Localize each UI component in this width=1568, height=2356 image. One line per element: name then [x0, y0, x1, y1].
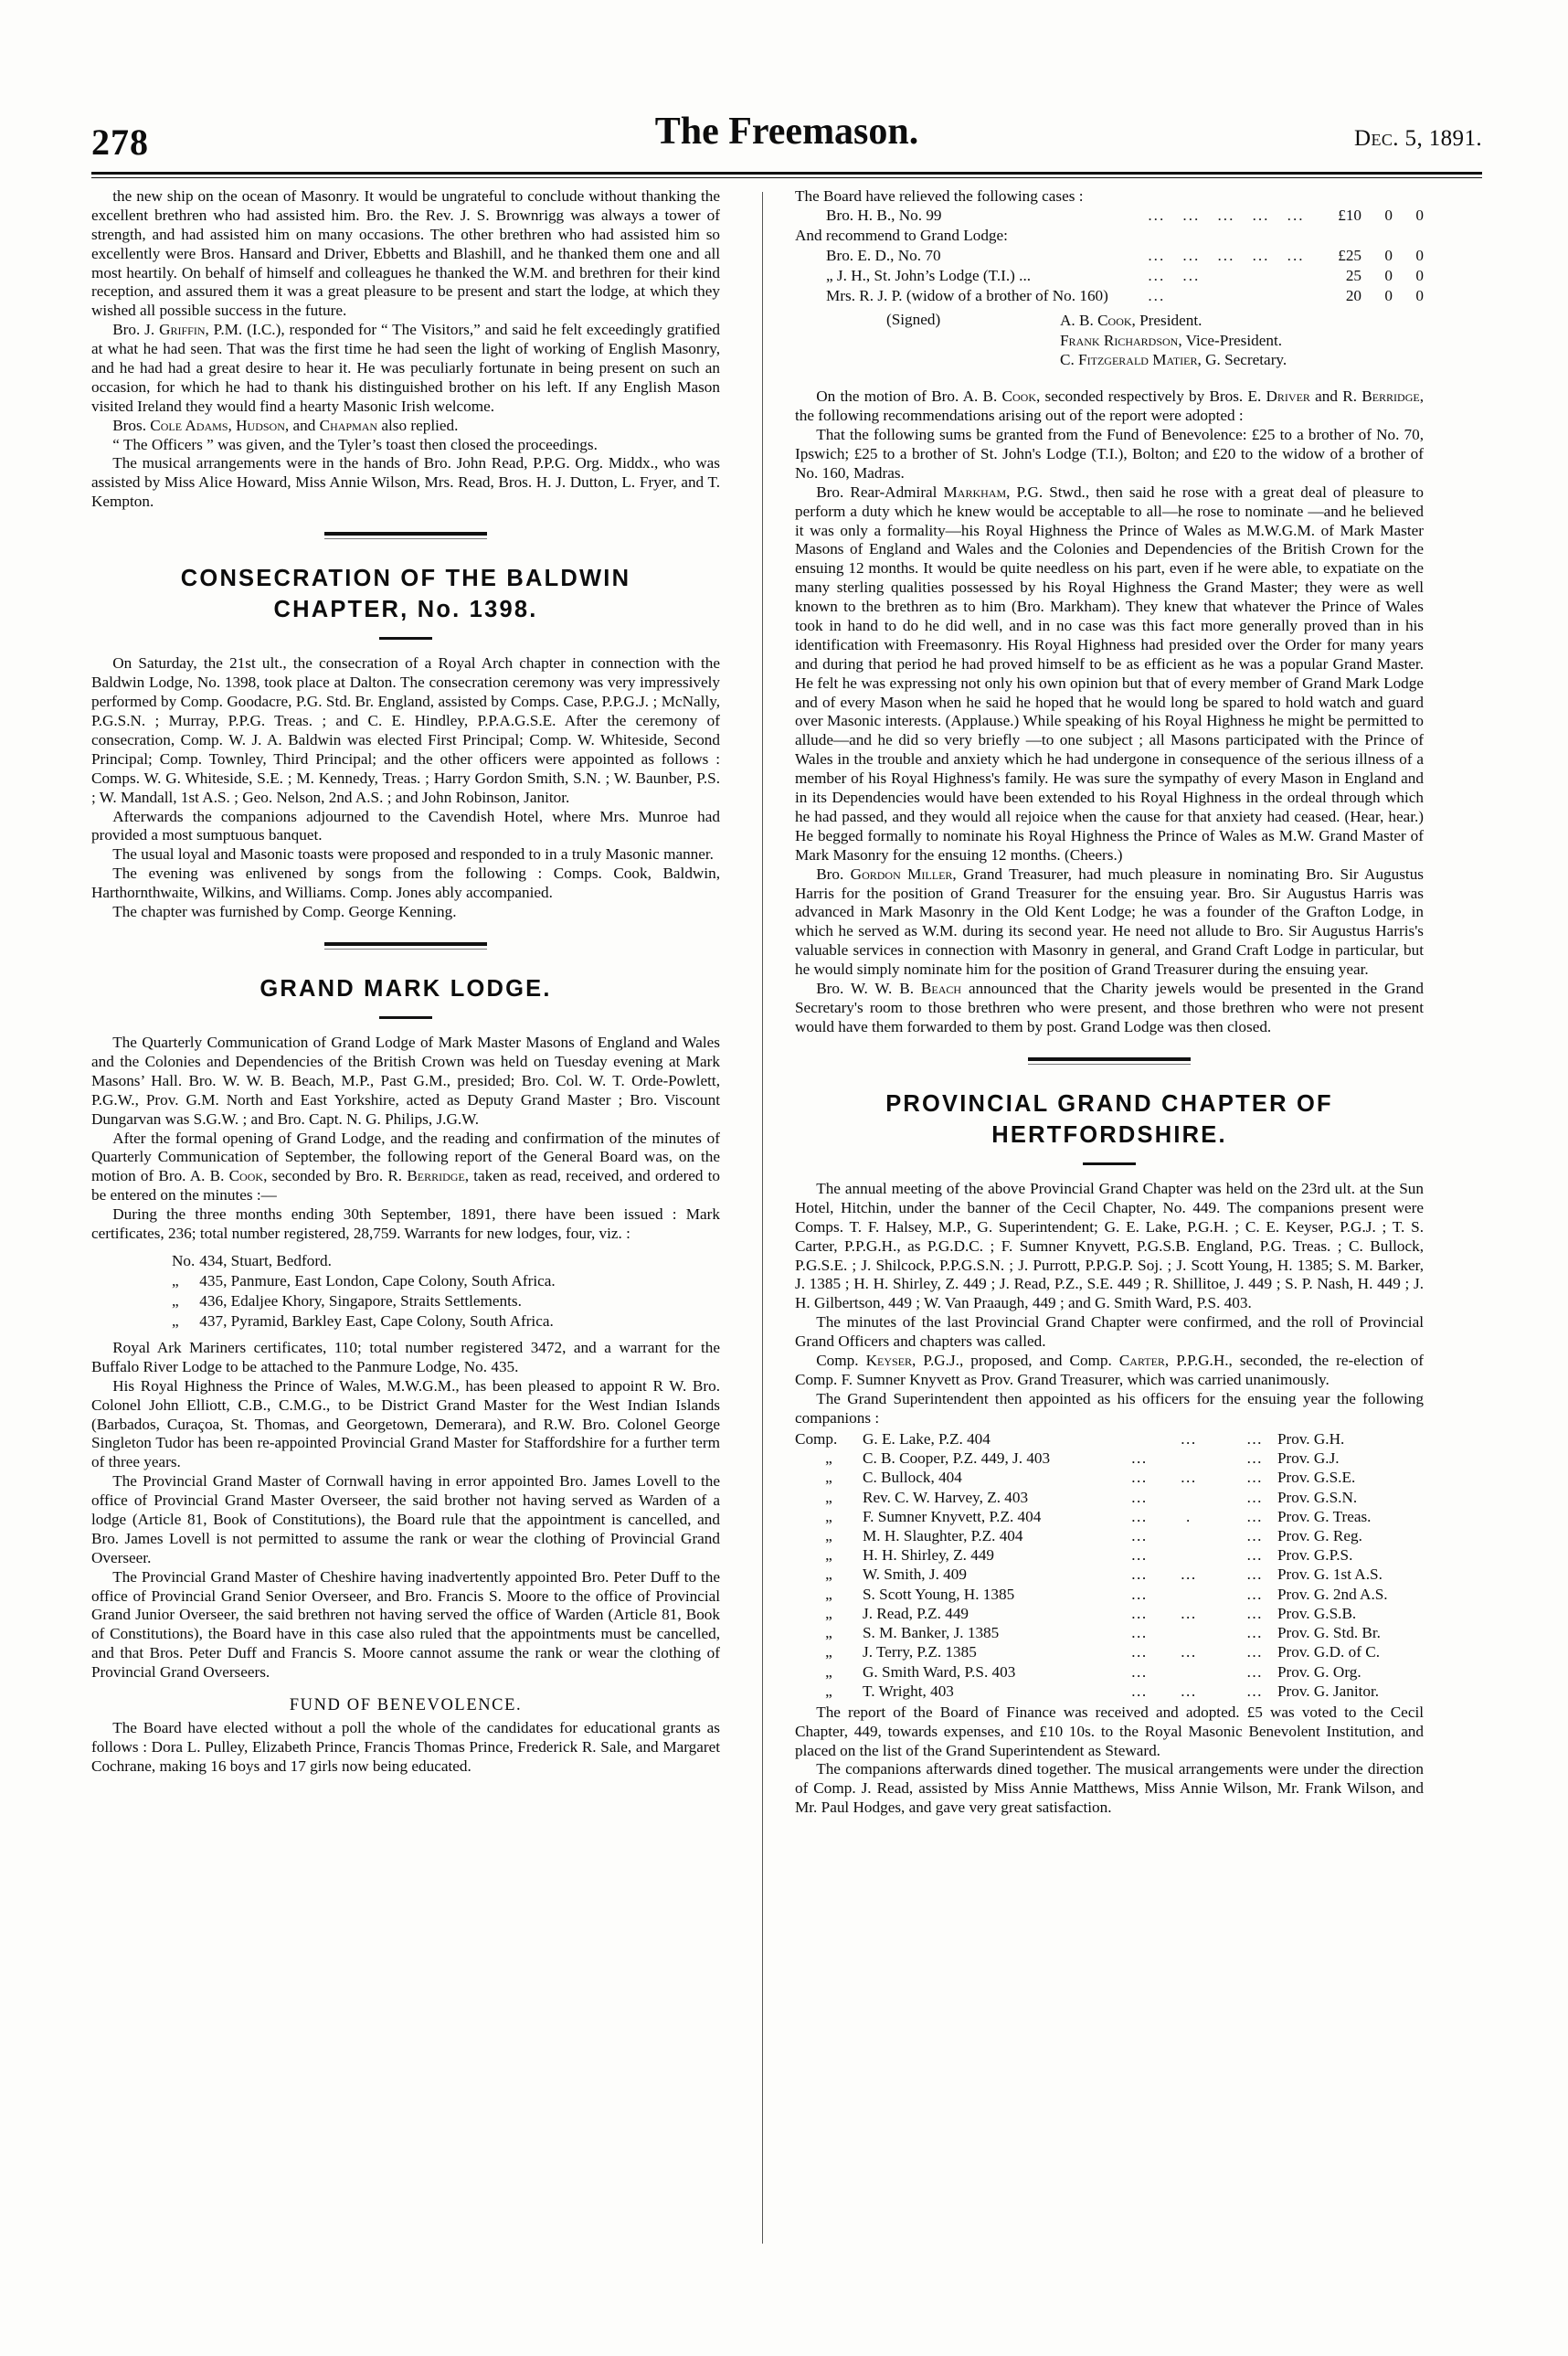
column-divider-rule — [762, 192, 763, 2244]
table-row — [795, 1430, 1424, 1449]
text-fragment: , and — [284, 416, 320, 434]
lodge-name: Panmure, East London, Cape Colony, South Africa. — [230, 1271, 556, 1289]
table-row — [795, 1565, 1424, 1585]
section-rule-grand-mark — [324, 942, 487, 950]
leader-dots: ... — [1131, 1546, 1148, 1565]
lodge-name: Stuart, Bedford. — [230, 1251, 332, 1269]
paragraph-minutes-confirmed: The minutes of the last Provincial Grand Chapter were confirmed, and the roll of Provincial Grand Officers and chapters was called. — [795, 1313, 1424, 1351]
table-row — [795, 1507, 1424, 1526]
list-item — [172, 1311, 720, 1332]
paragraph-motion-recommendations — [795, 387, 1424, 426]
officer-name: C. B. Cooper, P.Z. 449, J. 403 — [863, 1449, 1051, 1468]
paragraph-baldwin-toasts: The usual loyal and Masonic toasts were proposed and responded to in a truly Masonic manner. — [112, 845, 714, 864]
text-fragment: , Grand Treasurer, had much pleasure in nominating Bro. Sir Augustus Harris for the position of Grand Treasurer for the ensuing year. Bro. Sir Augustus Harris was advanced in Mark Masonry in the Old Kent Lodge; he was a founder of the Grafton Lodge, in which he served as W.M. during its second year. He need not allude to Bro. Sir Augustus Harris's valuable services in connection with Masonry in general, and Grand Craft Lodge in particular, but he would simply nominate him for the position of Grand Treasurer during the ensuing year. — [795, 865, 1424, 979]
officer-name: Rev. C. W. Harvey, Z. 403 — [863, 1488, 1029, 1506]
leader-dots: ... — [1131, 1682, 1148, 1700]
amount-pence: 0 — [1415, 286, 1424, 304]
leader-dots — [1164, 1624, 1213, 1643]
table-row — [795, 267, 1424, 287]
signed-label: (Signed) — [886, 311, 941, 329]
masthead-divider-rule — [91, 172, 1482, 178]
amount-pounds: 25 — [1345, 267, 1361, 285]
list-item — [172, 1271, 720, 1291]
text-fragment: Bro. J. — [112, 321, 160, 339]
heading-hertfordshire-chapter — [795, 1088, 1424, 1151]
table-row — [795, 1605, 1424, 1624]
case-label: Mrs. R. J. P. (widow of a brother of No. 160) — [826, 286, 1108, 304]
lodge-prefix: „ — [172, 1311, 179, 1330]
signatory-name: C. Fitzgerald Matier — [1060, 351, 1198, 369]
amount-pence: 0 — [1415, 247, 1424, 265]
name-hudson: Hudson — [236, 416, 285, 434]
signatory — [1060, 350, 1287, 370]
lodge-number: 435, — [199, 1271, 228, 1289]
table-row — [795, 227, 1424, 247]
name-cole-adams: Cole Adams — [150, 416, 228, 434]
leader-dots — [1164, 1662, 1213, 1682]
leader-dots: ... — [1181, 1565, 1197, 1584]
leader-dots: ... — [1246, 1643, 1263, 1661]
leader-dots: ... — [1246, 1546, 1263, 1565]
signatory — [1060, 311, 1287, 331]
text-fragment: , seconded respectively by Bros. E. — [1036, 387, 1266, 406]
officer-rank: Prov. G.S.E. — [1277, 1469, 1356, 1487]
row-prefix: „ — [825, 1662, 832, 1681]
leader-dots: ... — [1181, 1469, 1197, 1487]
text-fragment: Comp. — [816, 1351, 866, 1369]
lodge-number: 437, — [199, 1311, 228, 1330]
case-label: „ J. H., St. John’s Lodge (T.I.) ... — [826, 267, 1032, 285]
leader-dots: . — [1186, 1507, 1192, 1525]
paragraph-markham-nomination — [795, 483, 1424, 865]
amount-pounds: £10 — [1338, 207, 1361, 225]
publication-title: The Freemason. — [654, 111, 919, 153]
text-fragment: , taken as read, received, and ordered to be entered on the minutes :— — [91, 1167, 721, 1205]
leader-dots — [1164, 1546, 1213, 1565]
officer-rank: Prov. G. Std. Br. — [1277, 1624, 1381, 1642]
paragraph-baldwin-songs: The evening was enlivened by songs from the following : Comps. Cook, Baldwin, Harthornthwaite, Wilkins, and Williams. Comp. Jones ably accompanied. — [91, 865, 720, 902]
row-prefix: „ — [825, 1624, 832, 1642]
name-driver: Driver — [1266, 387, 1310, 406]
leader-dots: ... — [1131, 1565, 1148, 1584]
signatory-name: A. B. Cook — [1060, 312, 1132, 330]
row-prefix: „ — [825, 1449, 832, 1468]
officer-rank: Prov. G.D. of C. — [1277, 1643, 1380, 1661]
paragraph-musical-arrangements: The musical arrangements were in the hands of Bro. John Read, P.P.G. Org. Middx., who was assisted by Miss Alice Howard, Miss Annie Wilson, Mrs. Read, Bros. H. J. Dutton, L. Fryer, and T. Kempton. — [91, 454, 720, 511]
name-beach: Beach — [920, 979, 962, 997]
row-prefix: Comp. — [795, 1429, 838, 1448]
heading-line-2: CHAPTER, No. 1398. — [273, 597, 538, 623]
paragraph-cornwall-ruling: The Provincial Grand Master of Cornwall having in error appointed Bro. James Lovell to the office of Provincial Grand Master Overseer, the said brother not having served as Warden of a lodge (Article 81, Book of Constitutions), the Board rule that the appointment is cancelled, and Bro. James Lovell is not permitted to assume the rank or wear the clothing of Provincial Grand Overseer. — [91, 1472, 720, 1566]
table-row — [795, 1488, 1424, 1507]
officer-name: S. Scott Young, H. 1385 — [863, 1585, 1015, 1603]
officer-name: J. Read, P.Z. 449 — [863, 1604, 969, 1622]
lodge-name: Edaljee Khory, Singapore, Straits Settlements. — [230, 1291, 522, 1310]
leader-dots — [1164, 1488, 1213, 1507]
paragraph-cheshire-ruling: The Provincial Grand Master of Cheshire having inadvertently appointed Bro. Peter Duff to the office of Provincial Grand Senior Overseer, and Bro. Francis S. Moore to the office of Provincial Grand Junior Overseer, the said brethren not having served the office of Warden (Article 81, Book of Constitutions), the Board have in this case also ruled that the appointments must be cancelled, and that Bros. Peter Duff and Francis S. Moore cannot assume the rank or wear the clothing of Provincial Grand Overseers. — [91, 1567, 720, 1682]
heading-baldwin-chapter — [91, 563, 720, 625]
amount-pounds: £25 — [1338, 247, 1361, 265]
text-fragment: and R. — [1309, 387, 1362, 406]
new-lodges-list — [91, 1251, 720, 1332]
page-folio-number: 278 — [91, 122, 149, 163]
leader-dots: ... — [1246, 1507, 1263, 1525]
paragraph-benevolence-grants: That the following sums be granted from the Fund of Benevolence: £25 to a brother of No. 70, Ipswich; £25 to a brother of St. John's Lodge (T.I.), Bolton; and £20 to the widow of a brother of No. 160, Madras. — [795, 426, 1424, 482]
heading-line-2: HERTFORDSHIRE. — [991, 1121, 1227, 1148]
table-row — [795, 1527, 1424, 1546]
table-row — [795, 286, 1424, 306]
list-item — [172, 1291, 720, 1311]
row-prefix: „ — [825, 1546, 832, 1565]
text-fragment: , P.P.G.H., seconded, the re-election of Comp. F. Sumner Knyvett as Prov. Grand Treasurer, which was carried unanimously. — [795, 1351, 1424, 1388]
officer-name: C. Bullock, 404 — [863, 1469, 962, 1487]
name-gordon-miller: Gordon Miller — [850, 865, 953, 883]
lodge-number: 436, — [199, 1291, 228, 1310]
officer-name: H. H. Shirley, Z. 449 — [863, 1546, 995, 1565]
text-fragment: also replied. — [377, 416, 459, 434]
text-fragment: Bro. W. W. B. — [816, 979, 921, 997]
text-fragment: Bro. Rear-Admiral — [816, 483, 944, 501]
officer-rank: Prov. G. 1st A.S. — [1277, 1565, 1383, 1584]
table-row — [795, 1449, 1424, 1469]
lodge-prefix: No. — [172, 1251, 196, 1269]
paragraph-royal-ark-mariners: Royal Ark Mariners certificates, 110; total number registered 3472, and a warrant for the Buffalo River Lodge to be attached to the Panmure Lodge, No. 435. — [91, 1338, 720, 1375]
name-cook: Cook — [1001, 387, 1037, 406]
paragraph-baldwin-banquet: Afterwards the companions adjourned to the Cavendish Hotel, where Mrs. Munroe had provided a most sumptuous banquet. — [91, 807, 720, 844]
leader-dots: ... — [1131, 1585, 1148, 1603]
paragraph-hertfordshire-meeting: The annual meeting of the above Provincial Grand Chapter was held on the 23rd ult. at the Sun Hotel, Hitchin, under the banner of the Cecil Chapter, No. 449. The companions present were Comps. T. F. Halsey, M.P., G. Superintendent; G. E. Lake, P.G.H. ; C. E. Keyser, P.G.J. ; T. S. Carter, P.P.G.H., as P.G.D.C. ; F. Sumner Knyvett, P.G.S.B. England, P.G. Treas. ; C. Bullock, P.G.S.E. ; J. Shilcock, P.P.G.S.N. ; J. Purrott, P.P.G.P. Soj. ; J. Scott Young, H. 1385; S. M. Barker, J. 1385 ; H. H. Shirley, Z. 449 ; J. Read, P.Z., S.E. 449 ; R. Shillitoe, J. 449 ; S. P. Nash, H. 449 ; J. H. Gilbertson, 449 ; W. Van Praaugh, 449 ; and G. Smith Ward, P.S. 403. — [795, 1179, 1424, 1312]
signatory-name: Frank Richardson — [1060, 331, 1179, 349]
board-relief-table — [795, 207, 1424, 306]
recommend-intro: And recommend to Grand Lodge: — [795, 227, 1008, 245]
table-row — [795, 1643, 1424, 1662]
row-prefix: „ — [825, 1565, 832, 1584]
officer-name: W. Smith, J. 409 — [863, 1565, 967, 1584]
row-prefix: „ — [825, 1469, 832, 1487]
name-carter: Carter — [1118, 1351, 1165, 1369]
leader-dots: ... — [1131, 1449, 1148, 1468]
leader-dots: ... — [1246, 1624, 1263, 1642]
text-fragment: , P.G. Stwd., then said he rose with a great deal of pleasure to perform a duty which he knew would be acceptable to all—he rose to nominate —and he believed it was only a formality—his Royal Highness the Prince of Wales as M.W.G.M. of Mark Master Masons of England and Wales and the Colonies and Dependencies of the British Crown for the ensuing 12 months. It would be quite needless on his part, even if he were able, to expatiate on the many sterling qualities possessed by his Royal Highness the Grand Master; they were as well known to the brethren as to him (Bro. Markham). They knew that whatever the Prince of Wales took in hand to do he did well, and in no case was this fact more generally proved than in his identification with Freemasonry. His Royal Highness had presided over the Order for many years and during that period he had proved himself to be as efficient as he was a popular Grand Master. He felt he was expressing not only his own opinion but that of every member of Grand Mark Lodge and of every Mason when he said he hoped that he would long be spared to hold watch and guard over Masonic interests. (Applause.) While speaking of his Royal Highness he might be permitted to allude—and he did so very briefly —to one subject ; all Masons participated with the Prince of Wales in the trouble and anxiety which he had undergone in consequence of the serious illness of a member of his Royal Highness's family. He was sure the sympathy of every Mason in England and in its Dependencies would have been extended to his Royal Highness in the ordeal through which he had passed, and they would all rejoice when the cause for that anxiety had ceased. (Hear, hear.) He begged formally to nominate his Royal Highness the Prince of Wales as M.W. Grand Master of Mark Masonry for the ensuing 12 months. (Cheers.) — [795, 483, 1424, 864]
leader-dots: ... — [1131, 1624, 1148, 1642]
text-fragment: After the formal opening of Grand Lodge, and the reading and confirmation of the minutes of Quarterly Communication of September, the following report of the General Board was, on the motion of Bro. A. B. — [91, 1129, 720, 1185]
text-fragment: , P.G.J., proposed, and Comp. — [912, 1351, 1119, 1369]
leader-dots — [1164, 1585, 1213, 1604]
leader-dots: ... — [1131, 1604, 1148, 1622]
leader-dots: ... — [1246, 1585, 1263, 1603]
officer-name: G. E. Lake, P.Z. 404 — [863, 1429, 991, 1448]
leader-dots: ... — [1131, 1526, 1148, 1544]
table-row — [795, 207, 1424, 227]
paragraph-officers-appointed-intro: The Grand Superintendent then appointed as his officers for the ensuing year the following companions : — [795, 1389, 1424, 1427]
leader-dots: ... — [1181, 1429, 1197, 1448]
leader-dots: ... — [1131, 1643, 1148, 1661]
paragraph-griffin-response — [91, 321, 720, 416]
officer-rank: Prov. G.S.N. — [1277, 1488, 1358, 1506]
paragraph-general-board-report — [91, 1130, 720, 1206]
officer-rank: Prov. G. 2nd A.S. — [1277, 1585, 1388, 1603]
heading-line-1: PROVINCIAL GRAND CHAPTER OF — [885, 1090, 1333, 1117]
leader-dots: ... — [1148, 286, 1166, 304]
officer-rank: Prov. G. Org. — [1277, 1662, 1361, 1681]
text-fragment: , P.M. (I.C.), responded for “ The Visitors,” and said he felt exceedingly gratified at what he had seen. That was the first time he had seen the light of working of English Masonry, and he had had a great desire to hear it. He was peculiarly fortunate in being present on such an occasion, for which he had to thank his distinguished brother on his left. If any English Mason visited Ireland they would find a hearty Masonic Irish welcome. — [91, 321, 720, 415]
lodge-number: 434, — [199, 1251, 228, 1269]
table-row — [795, 1624, 1424, 1643]
table-row — [795, 1662, 1424, 1682]
amount-pounds: 20 — [1345, 286, 1361, 304]
officer-rank: Prov. G.P.S. — [1277, 1546, 1353, 1565]
signatory-role: , President. — [1131, 312, 1202, 330]
heading-grand-mark-lodge: GRAND MARK LODGE. — [260, 975, 552, 1002]
heading-underrule-hertfordshire — [1083, 1162, 1136, 1165]
text-fragment: Bros. — [112, 416, 151, 434]
officer-rank: Prov. G. Treas. — [1277, 1507, 1372, 1525]
left-column — [91, 187, 720, 1777]
paragraph-quarterly-communication: The Quarterly Communication of Grand Lodge of Mark Master Masons of England and Wales and the Colonies and Dependencies of the British Crown was held on Tuesday evening at Mark Masons’ Hall. Bro. W. W. B. Beach, M.P., Past G.M., presided; Bro. Col. W. T. Orde-Powlett, P.G.W., Prov. G.M. North and East Yorkshire, acted as Deputy Grand Master ; Bro. Viscount Dungarvan was S.G.W. ; and Bro. Capt. N. G. Philips, J.G.W. — [91, 1034, 720, 1128]
paragraph-other-replies — [91, 417, 720, 436]
table-row — [795, 1469, 1424, 1488]
row-prefix: „ — [825, 1585, 832, 1603]
heading-underrule-grand-mark — [379, 1016, 432, 1019]
officer-name: G. Smith Ward, P.S. 403 — [863, 1662, 1016, 1681]
paragraph-certificates-issued: During the three months ending 30th September, 1891, there have been issued : Mark certificates, 236; total number registered, 28,759. Warrants for new lodges, four, viz. : — [91, 1205, 720, 1242]
officer-name: F. Sumner Knyvett, P.Z. 404 — [863, 1507, 1042, 1525]
leader-dots: ... — [1246, 1429, 1263, 1448]
paragraph-board-of-finance: The report of the Board of Finance was received and adopted. £5 was voted to the Cecil Chapter, 449, towards expenses, and £10 10s. to the Royal Masonic Benevolent Institution, and placed on the list of the Grand Superintendent as Steward. — [795, 1703, 1424, 1759]
leader-dots: ... ... ... ... ... — [1148, 247, 1305, 265]
row-prefix: „ — [825, 1682, 832, 1700]
right-column — [795, 187, 1424, 1818]
row-prefix: „ — [825, 1507, 832, 1525]
amount-shillings: 0 — [1384, 247, 1393, 265]
signatory-list — [1060, 311, 1287, 370]
leader-dots: ... ... — [1148, 267, 1201, 285]
text-fragment: Bro. — [816, 865, 851, 883]
signature-block — [795, 311, 1424, 387]
amount-shillings: 0 — [1384, 207, 1393, 225]
name-cook: Cook — [228, 1167, 264, 1185]
lodge-name: Pyramid, Barkley East, Cape Colony, South Africa. — [230, 1311, 554, 1330]
officer-name: M. H. Slaughter, P.Z. 404 — [863, 1526, 1023, 1544]
lodge-prefix: „ — [172, 1271, 179, 1289]
paragraph-dinner-music: The companions afterwards dined together. The musical arrangements were under the direction of Comp. J. Read, assisted by Miss Annie Matthews, Miss Annie Wilson, Mr. Frank Wilson, and Mr. Paul Hodges, and gave very great satisfaction. — [795, 1760, 1424, 1817]
paragraph-beach-charity-jewels — [795, 980, 1424, 1037]
name-markham: Markham — [943, 483, 1007, 501]
leader-dots: ... — [1246, 1662, 1263, 1681]
heading-fund-of-benevolence: FUND OF BENEVOLENCE. — [289, 1695, 523, 1714]
section-rule-hertfordshire — [1028, 1057, 1191, 1065]
issue-date: Dec. 5, 1891. — [1353, 126, 1482, 151]
text-fragment: , — [228, 416, 237, 434]
provincial-officers-table — [795, 1430, 1424, 1702]
table-row — [795, 247, 1424, 267]
leader-dots — [1106, 1430, 1164, 1449]
leader-dots: ... — [1246, 1449, 1263, 1468]
leader-dots — [1164, 1527, 1213, 1546]
text-fragment: announced that the Charity jewels would be presented in the Grand Secretary's room to those brethren who were present, and those brethren who were not present would have them forwarded to them by post. Grand Lodge was then closed. — [795, 979, 1424, 1035]
row-prefix: „ — [825, 1604, 832, 1622]
leader-dots: ... — [1181, 1682, 1197, 1700]
officer-rank: Prov. G.H. — [1277, 1429, 1345, 1448]
leader-dots: ... — [1181, 1643, 1197, 1661]
text-fragment: , seconded by Bro. R. — [263, 1167, 408, 1185]
heading-line-1: CONSECRATION OF THE BALDWIN — [180, 566, 631, 592]
table-row — [795, 1682, 1424, 1702]
amount-pence: 0 — [1415, 207, 1424, 225]
name-berridge: Berridge — [407, 1167, 465, 1185]
paragraph-baldwin-furnished: The chapter was furnished by Comp. George Kenning. — [112, 903, 457, 921]
leader-dots: ... — [1181, 1604, 1197, 1622]
officer-rank: Prov. G. Reg. — [1277, 1526, 1362, 1544]
leader-dots: ... — [1246, 1565, 1263, 1584]
leader-dots: ... — [1131, 1469, 1148, 1487]
leader-dots: ... — [1246, 1469, 1263, 1487]
leader-dots: ... — [1131, 1488, 1148, 1506]
paragraph-prince-of-wales-appointments: His Royal Highness the Prince of Wales, M.W.G.M., has been pleased to appoint R W. Bro. Colonel John Elliott, C.B., C.M.G., to be District Grand Master for the West Indian Islands (Barbados, Curaçoa, St. Thomas, and Georgetown, Demerara), and R.W. Bro. Colonel George Singleton Tudor has been re-appointed Provincial Grand Master for Staffordshire for a further term of three years. — [91, 1376, 720, 1471]
leader-dots: ... — [1246, 1604, 1263, 1622]
paragraph-board-relief-intro: The Board have relieved the following cases : — [795, 187, 1084, 205]
signatory-role: , G. Secretary. — [1197, 351, 1287, 369]
heading-underrule-baldwin — [379, 637, 432, 640]
paragraph-fund-of-benevolence: The Board have elected without a poll the whole of the candidates for educational grants as follows : Dora L. Pulley, Elizabeth Prince, Francis Thomas Prince, Frederick R. Sale, and Margaret Cochrane, making 16 boys and 17 girls now being educated. — [91, 1719, 720, 1776]
list-item — [172, 1251, 720, 1271]
leader-dots: ... — [1246, 1488, 1263, 1506]
officer-name: S. M. Banker, J. 1385 — [863, 1624, 1000, 1642]
paragraph-continued-report: the new ship on the ocean of Masonry. It would be ungrateful to conclude without thanking the excellent brethren who had assisted him. Bro. the Rev. J. S. Brownrigg was always a tower of strength, and had assisted him on many occasions. The other brethren who had assisted him so excellently were Bros. Hansard and Driver, Ebbetts and Blashill, and he thanked them one and all most heartily. On behalf of himself and colleagues he thanked the W.M. and brethren for their kind reception, and assured them it was a great pleasure to be present and start the lodge, at which they wished all possible success in the future. — [91, 187, 720, 320]
leader-dots — [1164, 1449, 1213, 1469]
signatory — [1060, 331, 1287, 351]
leader-dots: ... — [1246, 1526, 1263, 1544]
officer-rank: Prov. G.S.B. — [1277, 1604, 1357, 1622]
name-griffin: Griffin — [159, 321, 206, 339]
paragraph-treasurer-reelection — [795, 1352, 1424, 1390]
paragraph-gordon-miller-nomination — [795, 865, 1424, 980]
leader-dots: ... ... ... ... ... — [1148, 207, 1305, 225]
text-fragment: On the motion of Bro. A. B. — [816, 387, 1002, 406]
paragraph-officers-toast: “ The Officers ” was given, and the Tyler’s toast then closed the proceedings. — [112, 435, 598, 453]
leader-dots: ... — [1131, 1662, 1148, 1681]
amount-pence: 0 — [1415, 267, 1424, 285]
name-berridge: Berridge — [1361, 387, 1420, 406]
name-keyser: Keyser — [865, 1351, 912, 1369]
row-prefix: „ — [825, 1488, 832, 1506]
section-rule-baldwin — [324, 532, 487, 539]
paragraph-baldwin-consecration: On Saturday, the 21st ult., the consecration of a Royal Arch chapter in connection with the Baldwin Lodge, No. 1398, took place at Dalton. The consecration ceremony was very impressively performed by Comp. Goodacre, P.G. Std. Br. England, assisted by Comps. Case, P.P.G.J. ; McNally, P.G.S.N. ; Murray, P.P.G. Treas. ; and C. E. Hindley, P.P.A.G.S.E. After the ceremony of consecration, Comp. W. J. A. Baldwin was elected First Principal; Comp. W. Whiteside, Second Principal; Comp. Townley, Third Principal; and the other officers were appointed as follows : Comps. W. G. Whiteside, S.E. ; M. Kennedy, Treas. ; Harry Gordon Smith, S.N. ; W. Baunber, P.S. ; W. Mandall, 1st A.S. ; Geo. Nelson, 2nd A.S. ; and John Robinson, Janitor. — [91, 654, 720, 806]
amount-shillings: 0 — [1384, 267, 1393, 285]
officer-rank: Prov. G.J. — [1277, 1449, 1340, 1468]
officer-name: J. Terry, P.Z. 1385 — [863, 1643, 977, 1661]
table-row — [795, 1585, 1424, 1604]
officer-rank: Prov. G. Janitor. — [1277, 1682, 1380, 1700]
amount-shillings: 0 — [1384, 286, 1393, 304]
case-label: Bro. H. B., No. 99 — [826, 207, 942, 225]
masthead — [91, 108, 1482, 177]
officer-name: T. Wright, 403 — [863, 1682, 954, 1700]
row-prefix: „ — [825, 1526, 832, 1544]
name-chapman: Chapman — [319, 416, 378, 434]
signatory-role: , Vice-President. — [1178, 331, 1283, 349]
leader-dots: ... — [1131, 1507, 1148, 1525]
case-label: Bro. E. D., No. 70 — [826, 247, 941, 265]
row-prefix: „ — [825, 1643, 832, 1661]
leader-dots: ... — [1246, 1682, 1263, 1700]
text-fragment: , the following recommendations arising out of the report were adopted : — [795, 387, 1425, 425]
table-row — [795, 1546, 1424, 1565]
lodge-prefix: „ — [172, 1291, 179, 1310]
